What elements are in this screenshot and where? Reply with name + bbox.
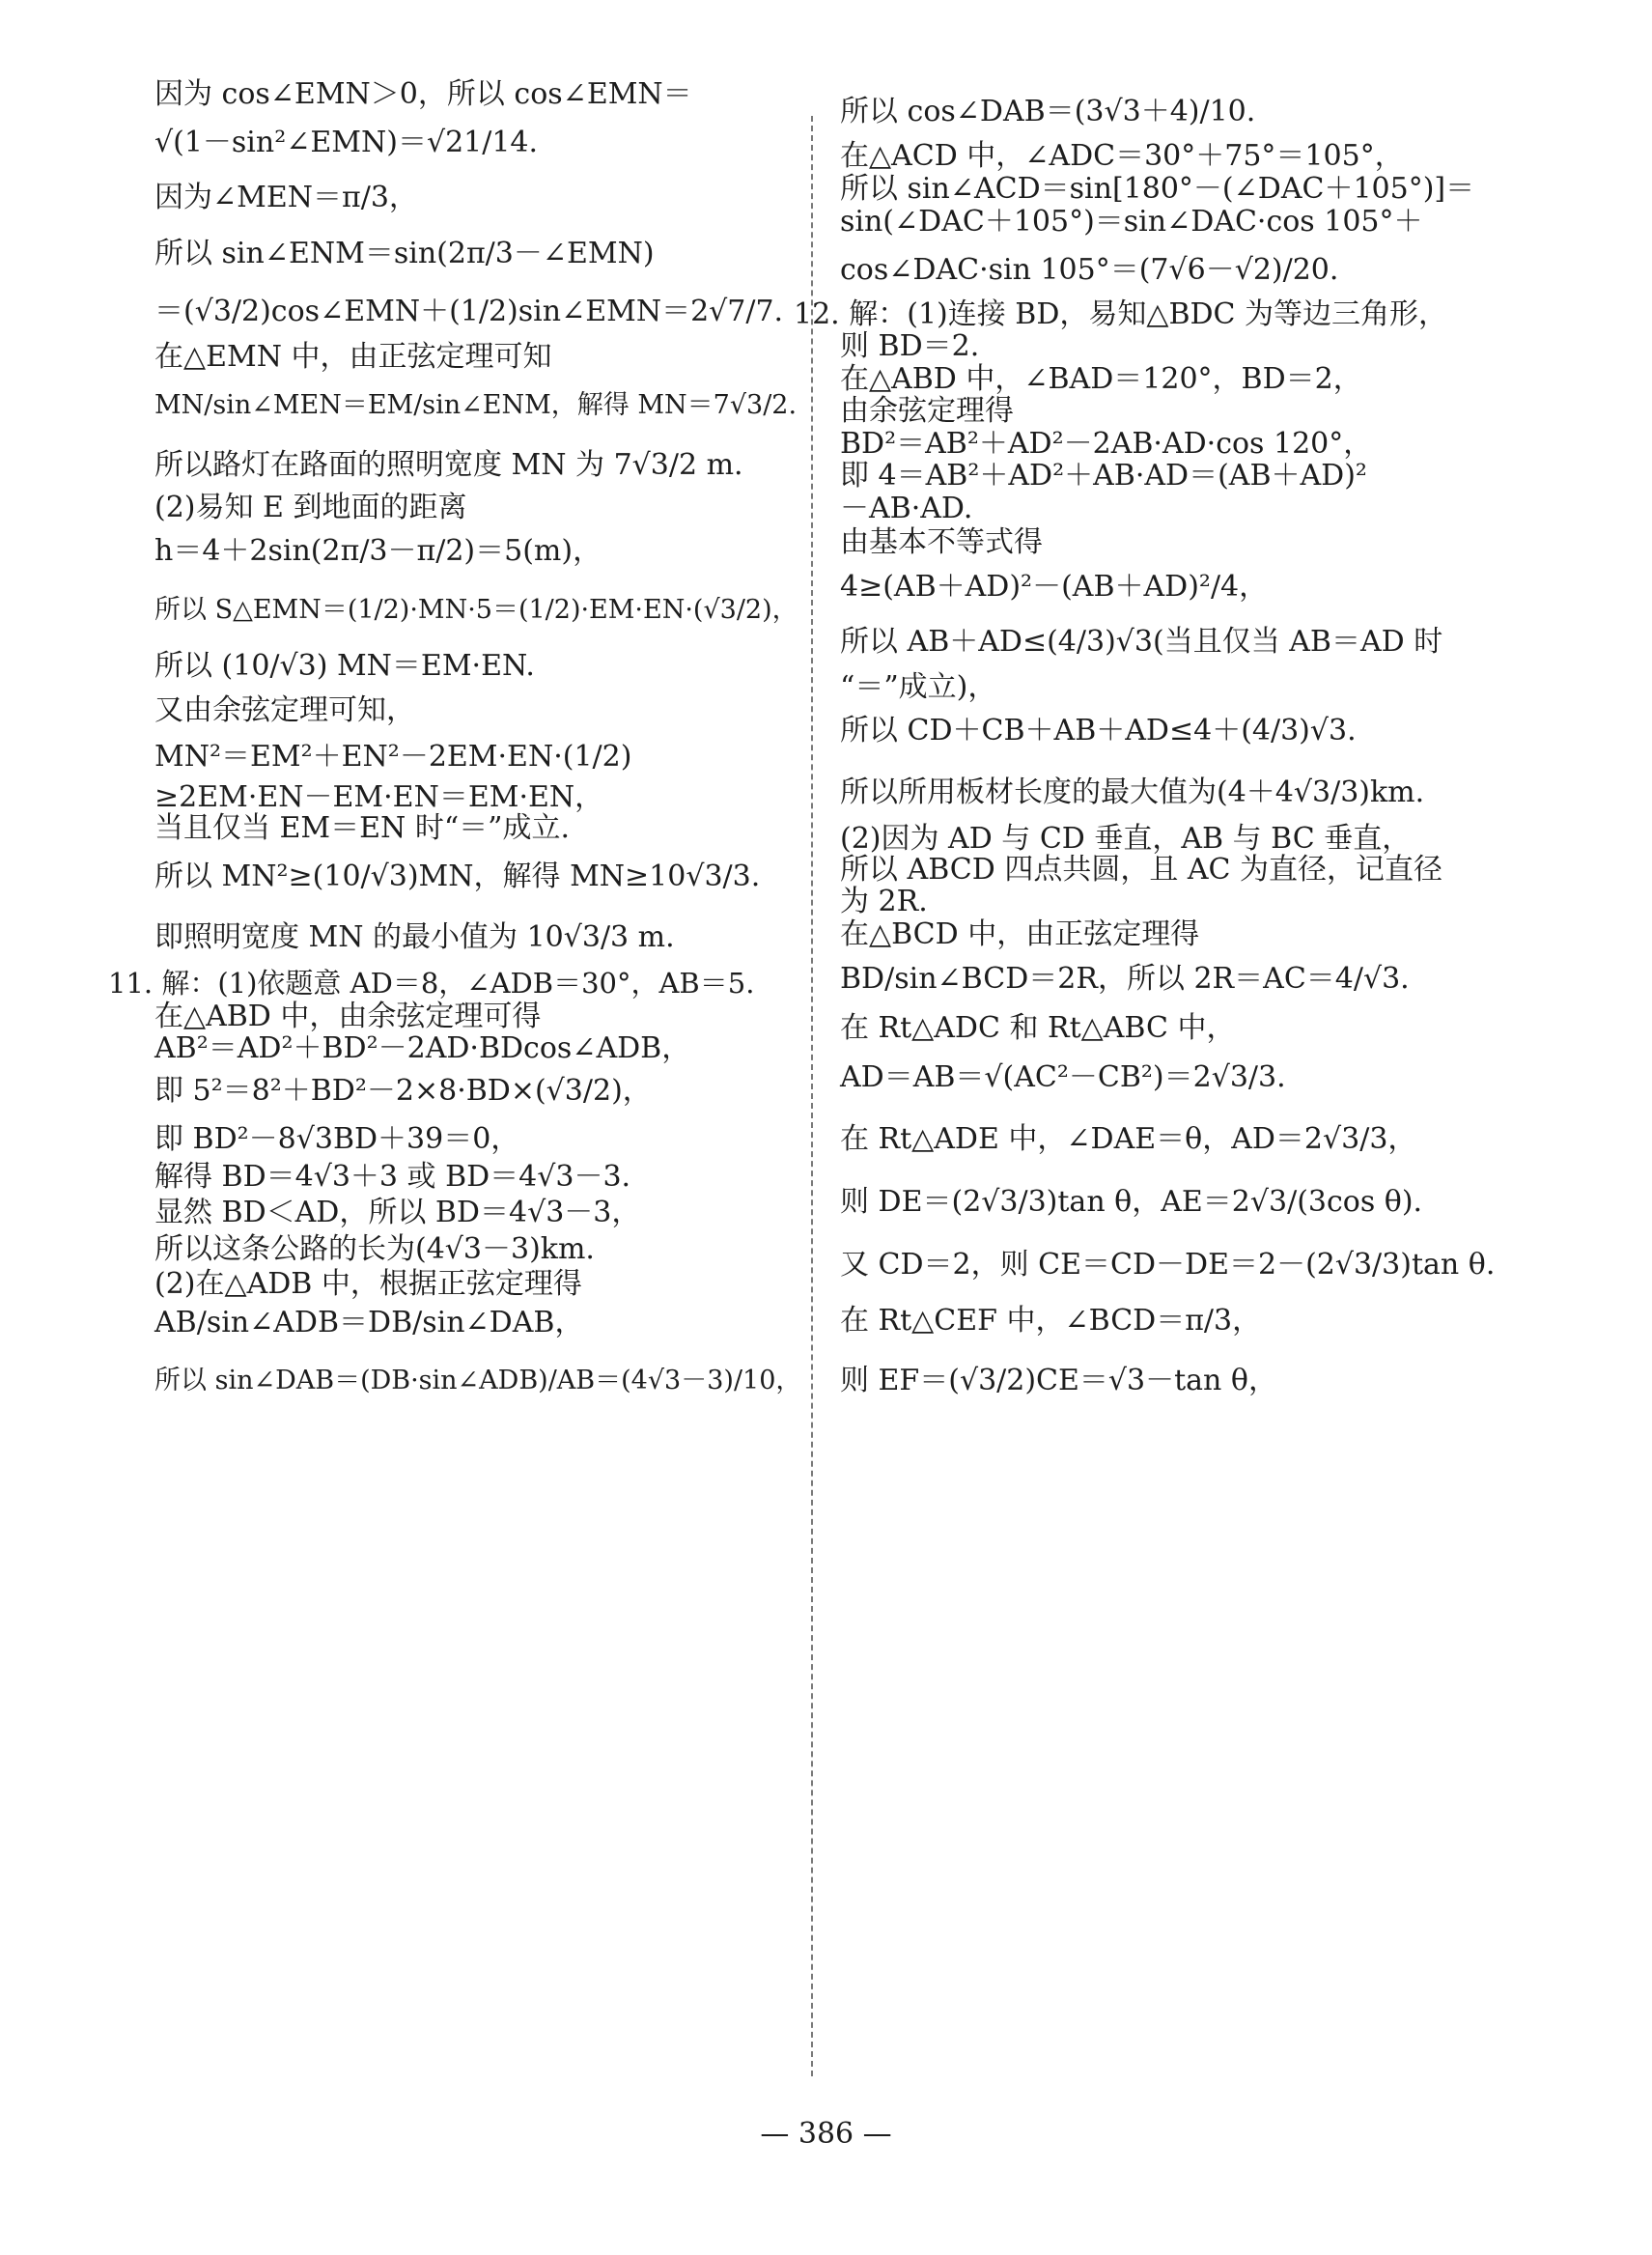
- text-line: 即照明宽度 MN 的最小值为 10√3/3 m.: [154, 920, 675, 954]
- text-line: BD/sin∠BCD＝2R，所以 2R＝AC＝4/√3.: [840, 962, 1410, 996]
- text-line: √(1－sin²∠EMN)＝√21/14.: [154, 126, 539, 159]
- text-line: 又 CD＝2，则 CE＝CD－DE＝2－(2√3/3)tan θ.: [840, 1248, 1496, 1282]
- text-line: 因为 cos∠EMN＞0，所以 cos∠EMN＝: [154, 77, 692, 111]
- text-line: 所以 cos∠DAB＝(3√3＋4)/10.: [840, 95, 1256, 128]
- text-line: 由基本不等式得: [840, 525, 1043, 559]
- text-line: 显然 BD＜AD，所以 BD＝4√3－3，: [154, 1196, 641, 1229]
- text-line: 即 BD²－8√3BD＋39＝0，: [154, 1122, 520, 1156]
- text-line: BD²＝AB²＋AD²－2AB·AD·cos 120°，: [840, 427, 1373, 461]
- text-line: 所以 sin∠DAB＝(DB·sin∠ADB)/AB＝(4√3－3)/10，: [154, 1366, 802, 1395]
- text-line: 所以 MN²≥(10/√3)MN，解得 MN≥10√3/3.: [154, 860, 761, 893]
- text-line: 则 BD＝2.: [840, 329, 980, 363]
- text-line: (2)因为 AD 与 CD 垂直，AB 与 BC 垂直，: [840, 822, 1412, 856]
- text-line: 又由余弦定理可知，: [154, 693, 415, 727]
- text-line: cos∠DAC·sin 105°＝(7√6－√2)/20.: [840, 253, 1339, 287]
- text-line: (2)在△ADB 中，根据正弦定理得: [154, 1267, 582, 1301]
- text-line: h＝4＋2sin(2π/3－π/2)＝5(m)，: [154, 534, 602, 568]
- text-line: 在△ABD 中，由余弦定理可得: [154, 1000, 542, 1033]
- text-line: 当且仅当 EM＝EN 时“＝”成立.: [154, 811, 571, 845]
- text-line: －AB·AD.: [840, 492, 973, 525]
- text-line: 在 Rt△ADC 和 Rt△ABC 中，: [840, 1011, 1236, 1045]
- text-line: (2)易知 E 到地面的距离: [154, 491, 467, 524]
- text-line: AB²＝AD²＋BD²－2AD·BDcos∠ADB，: [154, 1031, 691, 1065]
- text-line: 所以这条公路的长为(4√3－3)km.: [154, 1232, 595, 1266]
- text-line: 即 4＝AB²＋AD²＋AB·AD＝(AB＋AD)²: [840, 459, 1367, 493]
- text-line: 由余弦定理得: [840, 394, 1014, 428]
- text-line: AB/sin∠ADB＝DB/sin∠DAB，: [154, 1306, 584, 1339]
- text-line: 即 5²＝8²＋BD²－2×8·BD×(√3/2)，: [154, 1074, 652, 1108]
- text-line: 所以 ABCD 四点共圆，且 AC 为直径，记直径: [840, 853, 1443, 887]
- text-line: 为 2R.: [840, 885, 928, 918]
- text-line: sin(∠DAC＋105°)＝sin∠DAC·cos 105°＋: [840, 205, 1423, 239]
- text-line: MN/sin∠MEN＝EM/sin∠ENM，解得 MN＝7√3/2.: [154, 390, 798, 420]
- text-line: 则 EF＝(√3/2)CE＝√3－tan θ，: [840, 1364, 1277, 1397]
- text-line: 所以 CD＋CB＋AB＋AD≤4＋(4/3)√3.: [840, 714, 1357, 747]
- text-line: 所以 sin∠ENM＝sin(2π/3－∠EMN): [154, 237, 655, 270]
- text-line: 4≥(AB＋AD)²－(AB＋AD)²/4，: [840, 570, 1269, 604]
- text-line: 在△ACD 中，∠ADC＝30°＋75°＝105°，: [840, 139, 1404, 173]
- text-line: 所以 sin∠ACD＝sin[180°－(∠DAC＋105°)]＝: [840, 172, 1475, 206]
- text-line: 在 Rt△CEF 中，∠BCD＝π/3，: [840, 1304, 1262, 1338]
- text-line: MN²＝EM²＋EN²－2EM·EN·(1/2): [154, 740, 632, 774]
- text-line: AD＝AB＝√(AC²－CB²)＝2√3/3.: [840, 1060, 1286, 1094]
- text-line: 所以路灯在路面的照明宽度 MN 为 7√3/2 m.: [154, 448, 743, 482]
- text-line: “＝”成立)，: [840, 670, 997, 704]
- text-line: ≥2EM·EN－EM·EN＝EM·EN，: [154, 780, 604, 814]
- text-line: 解得 BD＝4√3＋3 或 BD＝4√3－3.: [154, 1160, 631, 1194]
- text-line: 在 Rt△ADE 中，∠DAE＝θ，AD＝2√3/3，: [840, 1122, 1417, 1156]
- text-line: 所以 AB＋AD≤(4/3)√3(当且仅当 AB＝AD 时: [840, 625, 1443, 659]
- text-line: 在△BCD 中，由正弦定理得: [840, 917, 1200, 951]
- text-line: 所以 S△EMN＝(1/2)·MN·5＝(1/2)·EM·EN·(√3/2)，: [154, 595, 798, 625]
- text-line: 所以 (10/√3) MN＝EM·EN.: [154, 649, 535, 683]
- question-12-line: 12. 解：(1)连接 BD，易知△BDC 为等边三角形，: [794, 297, 1448, 331]
- column-divider: [811, 116, 813, 2076]
- text-line: 在△EMN 中，由正弦定理可知: [154, 340, 552, 374]
- text-line: 所以所用板材长度的最大值为(4＋4√3/3)km.: [840, 775, 1425, 809]
- text-line: 则 DE＝(2√3/3)tan θ，AE＝2√3/(3cos θ).: [840, 1185, 1423, 1219]
- question-11-line: 11. 解：(1)依题意 AD＝8，∠ADB＝30°，AB＝5.: [108, 967, 755, 1000]
- text-line: 在△ABD 中，∠BAD＝120°，BD＝2，: [840, 362, 1362, 396]
- page-number: — 386 —: [760, 2117, 892, 2151]
- text-line: 因为∠MEN＝π/3，: [154, 181, 418, 214]
- text-line: ＝(√3/2)cos∠EMN＋(1/2)sin∠EMN＝2√7/7.: [154, 295, 784, 328]
